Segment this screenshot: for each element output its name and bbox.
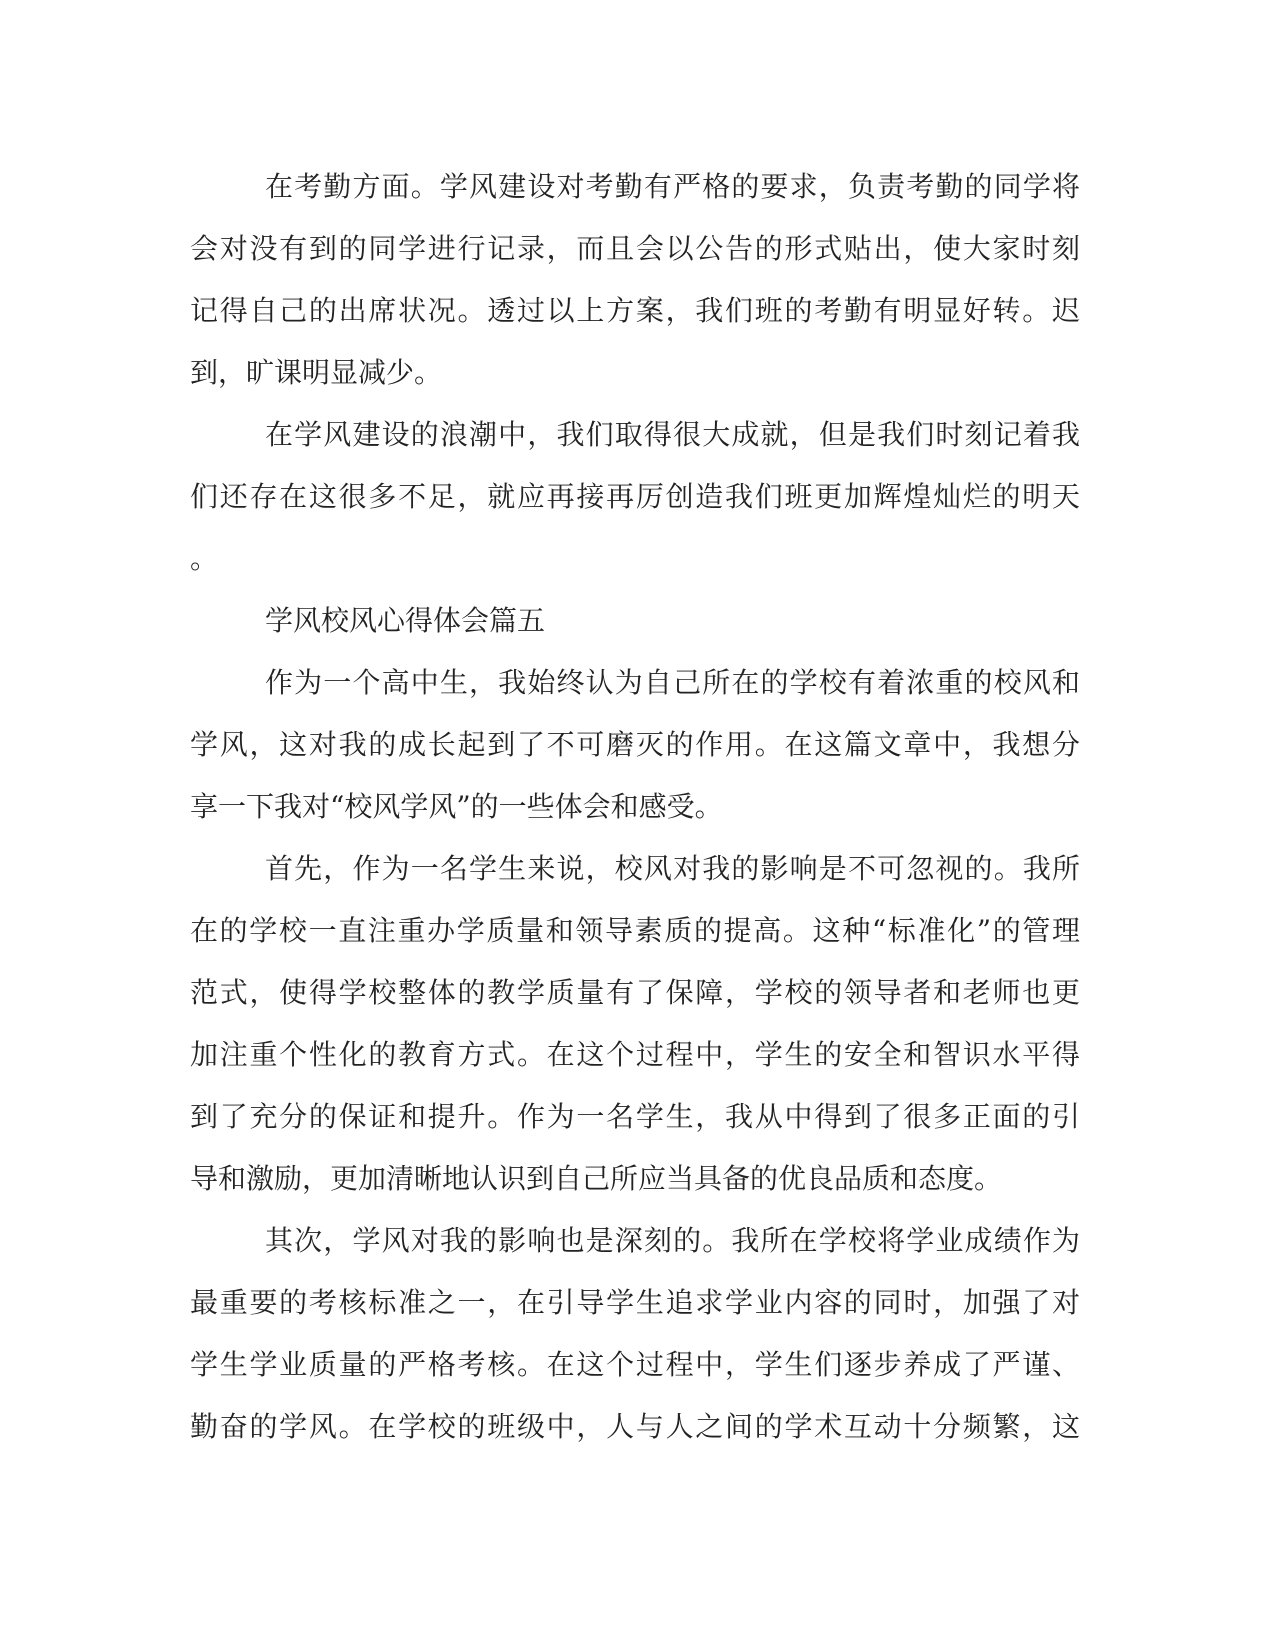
- first-paragraph-line-2: 在的学校一直注重办学质量和领导素质的提高。这种“标准化”的管理: [190, 914, 1080, 947]
- intro-paragraph-line-3: 享一下我对“校风学风”的一些体会和感受。: [190, 790, 723, 823]
- summary-paragraph-line-3: 。: [190, 542, 219, 575]
- second-paragraph-line-4: 勤奋的学风。在学校的班级中，人与人之间的学术互动十分频繁，这: [190, 1410, 1080, 1443]
- intro-paragraph-line-1: 作为一个高中生，我始终认为自己所在的学校有着浓重的校风和: [265, 666, 1080, 699]
- first-paragraph-line-4: 加注重个性化的教育方式。在这个过程中，学生的安全和智识水平得: [190, 1038, 1080, 1071]
- second-paragraph-line-1: 其次，学风对我的影响也是深刻的。我所在学校将学业成绩作为: [265, 1224, 1080, 1257]
- intro-paragraph-line-2: 学风，这对我的成长起到了不可磨灭的作用。在这篇文章中，我想分: [190, 728, 1080, 761]
- first-paragraph-line-3: 范式，使得学校整体的教学质量有了保障，学校的领导者和老师也更: [190, 976, 1080, 1009]
- summary-paragraph-line-2: 们还存在这很多不足，就应再接再厉创造我们班更加辉煌灿烂的明天: [190, 480, 1080, 513]
- summary-paragraph-line-1: 在学风建设的浪潮中，我们取得很大成就，但是我们时刻记着我: [265, 418, 1080, 451]
- first-paragraph-line-1: 首先，作为一名学生来说，校风对我的影响是不可忽视的。我所: [265, 852, 1080, 885]
- second-paragraph-line-2: 最重要的考核标准之一，在引导学生追求学业内容的同时，加强了对: [190, 1286, 1080, 1319]
- first-paragraph-line-5: 到了充分的保证和提升。作为一名学生，我从中得到了很多正面的引: [190, 1100, 1080, 1133]
- attendance-paragraph-line-4: 到，旷课明显减少。: [190, 356, 443, 389]
- attendance-paragraph-line-2: 会对没有到的同学进行记录，而且会以公告的形式贴出，使大家时刻: [190, 232, 1080, 265]
- attendance-paragraph-line-1: 在考勤方面。学风建设对考勤有严格的要求，负责考勤的同学将: [265, 170, 1080, 203]
- attendance-paragraph-line-3: 记得自己的出席状况。透过以上方案，我们班的考勤有明显好转。迟: [190, 294, 1080, 327]
- second-paragraph-line-3: 学生学业质量的严格考核。在这个过程中，学生们逐步养成了严谨、: [190, 1348, 1080, 1381]
- section-heading: 学风校风心得体会篇五: [265, 604, 546, 637]
- document-body: [190, 156, 1080, 1458]
- first-paragraph-line-6: 导和激励，更加清晰地认识到自己所应当具备的优良品质和态度。: [190, 1162, 1003, 1195]
